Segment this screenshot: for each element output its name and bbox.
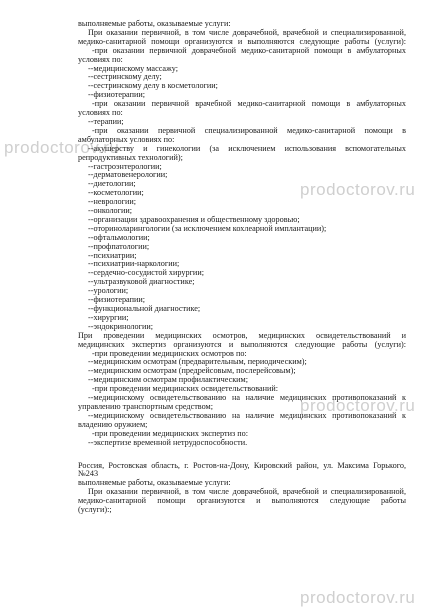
paragraph-line: медико-санитарной помощи организуются и выполняются следующие работы — [78, 496, 406, 506]
list-item: --косметологии; — [88, 188, 144, 198]
address-line: Россия, Ростовская область, г. Ростов-на-Дону, Кировский район, ул. Максима Горького, — [78, 460, 406, 470]
paragraph-line: -при проведении медицинских освидетельствований: — [92, 384, 279, 394]
paragraph-line: -при оказании первичной врачебной медико-санитарной помощи в амбулаторных — [92, 99, 406, 109]
document-page — [78, 20, 406, 515]
list-item: --физиотерапии; — [88, 90, 145, 100]
address-line: №243 — [78, 469, 99, 479]
list-item: --офтальмологии; — [88, 232, 150, 242]
paragraph-line: (услуги):; — [78, 505, 112, 515]
list-item: --акушерству и гинекологии (за исключением использования вспомогательных — [88, 143, 406, 153]
paragraph-line: медико-санитарной помощи организуются и выполняются следующие работы (услуги): — [78, 36, 406, 46]
list-item: --профпатологии; — [88, 241, 150, 251]
list-item: --функциональной диагностике; — [88, 304, 201, 313]
list-item: --неврологии; — [88, 197, 136, 207]
list-item: --психиатрии; — [88, 250, 137, 260]
list-item: --физиотерапии; — [88, 295, 145, 305]
watermark: prodoctorov.ru — [4, 138, 120, 157]
paragraph-line: -при проведении медицинских экспертиз по: — [92, 428, 248, 438]
paragraph-line: -при оказании первичной специализированной медико-санитарной помощи в — [92, 125, 406, 135]
paragraph-line: условиях по: — [78, 54, 123, 64]
paragraph-line: -при проведении медицинских осмотров по: — [92, 348, 247, 358]
list-item: --медицинскому массажу; — [88, 63, 178, 73]
list-item: --эндокринологии; — [88, 321, 154, 331]
watermark: prodoctorov.ru — [300, 180, 416, 199]
list-item: --психиатрии-наркологии; — [88, 259, 180, 269]
list-item: --медицинским осмотрам (предрейсовым, послерейсовым); — [88, 366, 296, 376]
list-item: --медицинским осмотрам (предварительным, периодическим); — [88, 357, 307, 367]
services-section-1 — [78, 20, 406, 448]
services-section-2 — [78, 462, 406, 515]
list-item: --медицинскому освидетельствованию на наличие медицинских противопоказаний к — [88, 393, 406, 403]
list-item: управлению транспортным средством; — [78, 401, 214, 411]
paragraph-line: амбулаторных условиях по: — [78, 134, 175, 144]
list-item: --оториноларингологии (за исключением кохлеарной имплантации); — [88, 223, 327, 233]
section-heading: выполняемые работы, оказываемые услуги: — [78, 478, 231, 488]
list-item: --медицинским осмотрам профилактическим; — [88, 375, 249, 385]
paragraph-line: При оказании первичной, в том числе доврачебной, врачебной и специализированной, — [88, 27, 406, 37]
list-item: --урологии; — [88, 286, 129, 296]
paragraph-line: -при оказании первичной доврачебной медико-санитарной помощи в амбулаторных — [92, 45, 406, 55]
list-item: --организации здравоохранения и общественному здоровью; — [88, 214, 300, 224]
paragraph-line: условиях по: — [78, 108, 123, 118]
list-item: репродуктивных технологий); — [78, 152, 183, 162]
list-item: --терапии; — [88, 116, 124, 126]
section-spacer — [78, 448, 406, 462]
list-item: --ультразвуковой диагностике; — [88, 277, 195, 287]
list-item: --гастроэнтерологии; — [88, 161, 162, 171]
list-item: --медицинскому освидетельствованию на наличие медицинских противопоказаний к — [88, 410, 406, 420]
list-item: --сестринскому делу в косметологии; — [88, 81, 218, 91]
list-item: владению оружием; — [78, 419, 148, 429]
list-item: --сестринскому делу; — [88, 72, 162, 82]
list-item: --экспертизе временной нетрудоспособности. — [88, 437, 248, 447]
list-item: --дерматовенерологии; — [88, 170, 168, 180]
watermark: prodoctorov.ru — [300, 588, 416, 607]
section-heading: выполняемые работы, оказываемые услуги: — [78, 19, 231, 28]
list-item: --онкологии; — [88, 206, 133, 216]
list-item: --диетологии; — [88, 179, 136, 189]
list-item: --сердечно-сосудистой хирургии; — [88, 268, 204, 278]
watermark: prodoctorov.ru — [300, 396, 416, 415]
list-item: --хирургии; — [88, 312, 129, 322]
paragraph-line: При оказании первичной, в том числе доврачебной, врачебной и специализированной, — [88, 487, 406, 497]
paragraph-line: медицинских экспертиз организуются и выполняются следующие работы (услуги): — [78, 339, 406, 349]
paragraph-line: При проведении медицинских осмотров, медицинских освидетельствований и — [78, 330, 406, 340]
